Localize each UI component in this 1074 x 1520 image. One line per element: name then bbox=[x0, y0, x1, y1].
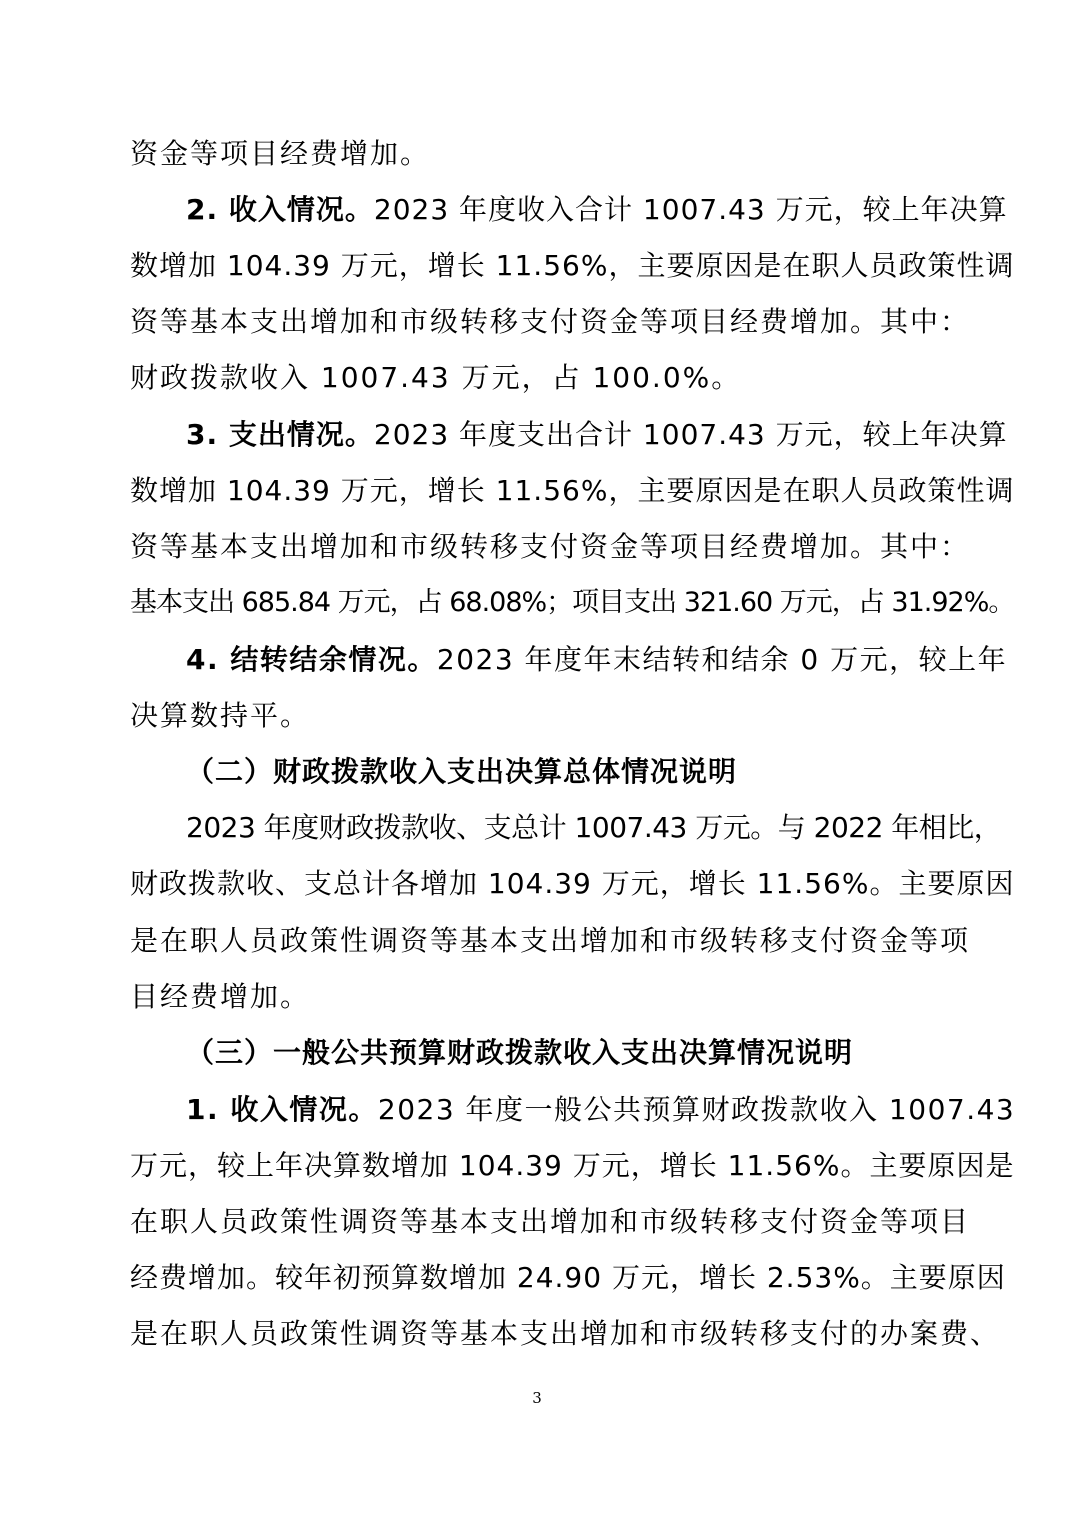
text-line: 2023 年度财政拨款收、支总计 1007.43 万元。与 2022 年相比， bbox=[186, 811, 1002, 844]
text-span: 2023 年度年末结转和结余 0 万元，较上年 bbox=[436, 643, 1008, 676]
text-line: 财政拨款收入 1007.43 万元，占 100.0%。 bbox=[130, 361, 742, 394]
section-heading: （二）财政拨款收入支出决算总体情况说明 bbox=[186, 755, 738, 788]
text-span: 2023 年度支出合计 1007.43 万元，较上年决算 bbox=[373, 418, 1008, 451]
text-line bbox=[186, 640, 1007, 680]
text-line: 经费增加。较年初预算数增加 24.90 万元，增长 2.53%。主要原因 bbox=[130, 1261, 1006, 1294]
text-line bbox=[186, 415, 1008, 455]
inline-heading: 1. 收入情况。 bbox=[186, 1093, 378, 1126]
text-line: 资等基本支出增加和市级转移支付资金等项目经费增加。其中： bbox=[130, 305, 971, 338]
text-line: 决算数持平。 bbox=[130, 699, 311, 732]
text-line bbox=[186, 190, 1008, 230]
text-span: 2023 年度收入合计 1007.43 万元，较上年决算 bbox=[373, 193, 1008, 226]
text-line: 是在职人员政策性调资等基本支出增加和市级转移支付的办案费、 bbox=[130, 1317, 1001, 1350]
page-number: 3 bbox=[532, 1389, 542, 1407]
text-line bbox=[186, 1090, 1015, 1130]
text-line: 是在职人员政策性调资等基本支出增加和市级转移支付资金等项 bbox=[130, 924, 971, 957]
inline-heading: 4. 结转结余情况。 bbox=[186, 643, 437, 676]
text-line: 数增加 104.39 万元，增长 11.56%，主要原因是在职人员政策性调 bbox=[130, 474, 1015, 507]
text-line: 数增加 104.39 万元，增长 11.56%，主要原因是在职人员政策性调 bbox=[130, 249, 1015, 282]
text-line: 基本支出 685.84 万元，占 68.08%；项目支出 321.60 万元，占 31.92%。 bbox=[130, 587, 1015, 618]
inline-heading: 3. 支出情况。 bbox=[186, 418, 374, 451]
text-line: 财政拨款收、支总计各增加 104.39 万元，增长 11.56%。主要原因 bbox=[130, 867, 1015, 900]
text-line: 资等基本支出增加和市级转移支付资金等项目经费增加。其中： bbox=[130, 530, 971, 563]
text-line: 资金等项目经费增加。 bbox=[130, 137, 431, 170]
text-line: 在职人员政策性调资等基本支出增加和市级转移支付资金等项目 bbox=[130, 1205, 971, 1238]
inline-heading: 2. 收入情况。 bbox=[186, 193, 374, 226]
section-heading: （三）一般公共预算财政拨款收入支出决算情况说明 bbox=[186, 1036, 854, 1069]
text-span: 2023 年度一般公共预算财政拨款收入 1007.43 bbox=[377, 1093, 1016, 1126]
text-line: 万元，较上年决算数增加 104.39 万元，增长 11.56%。主要原因是 bbox=[130, 1149, 1015, 1182]
text-line: 目经费增加。 bbox=[130, 980, 311, 1013]
